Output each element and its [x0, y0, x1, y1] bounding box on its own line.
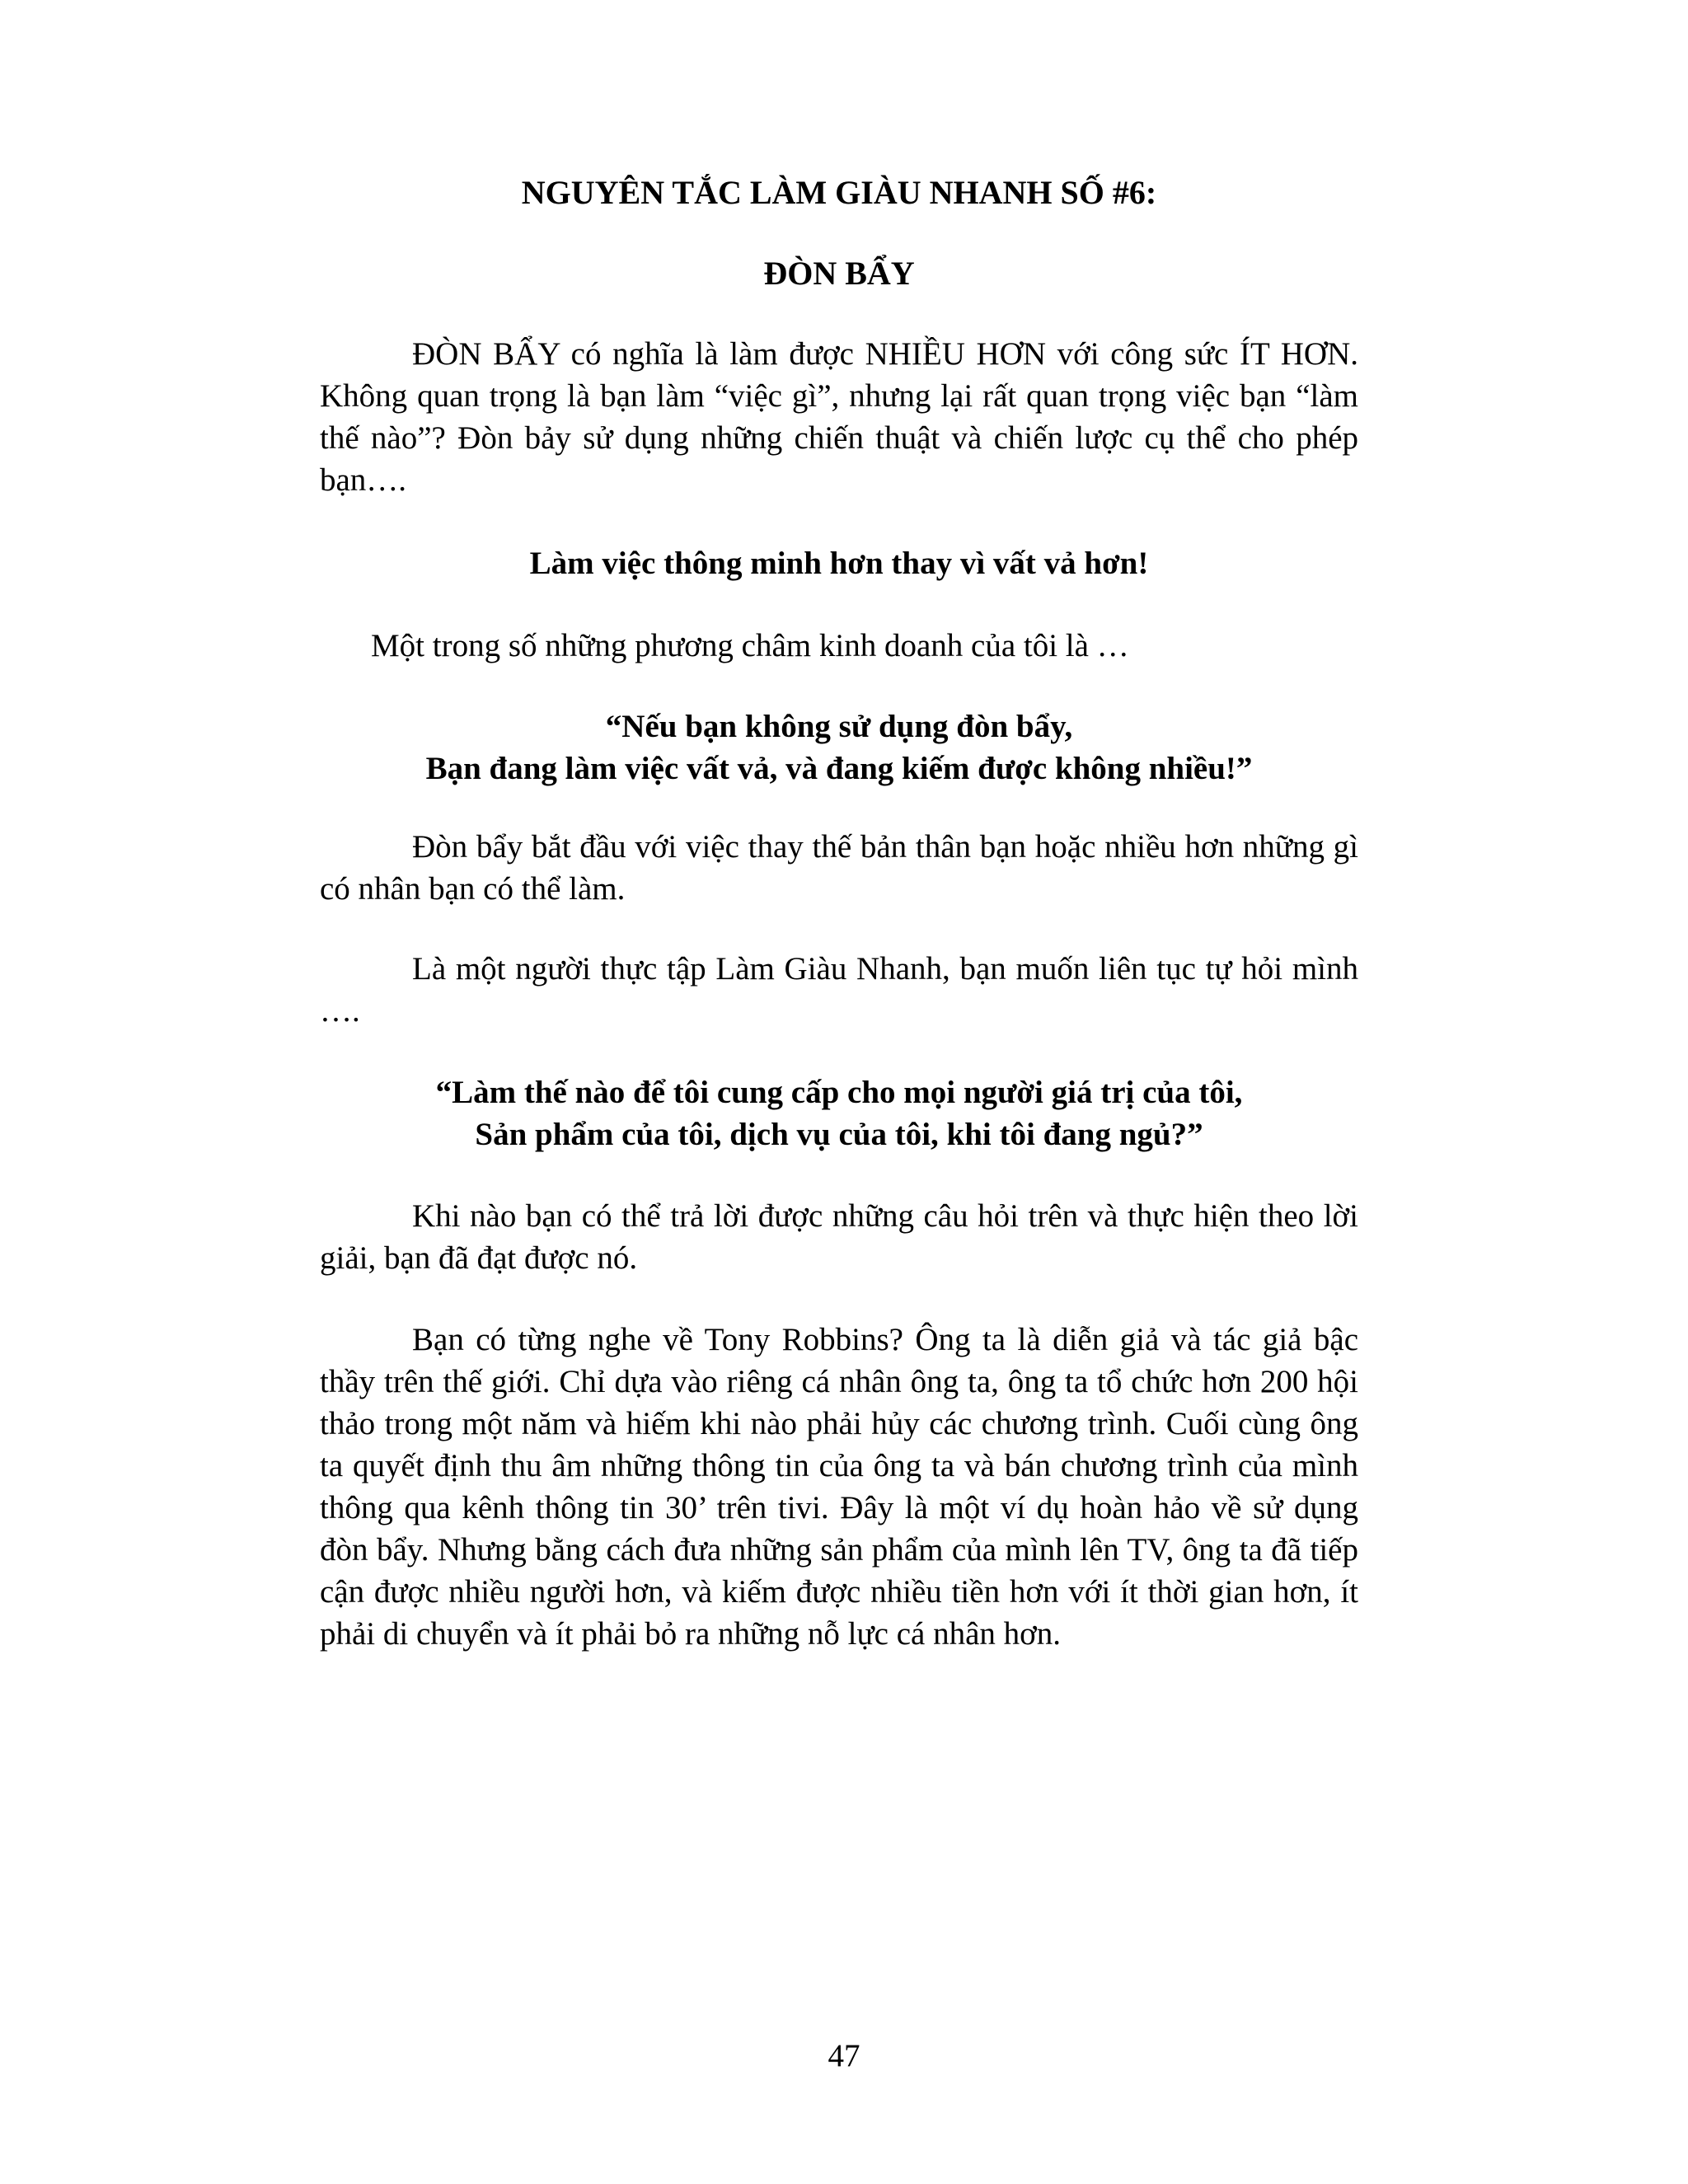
- paragraph-practitioner: Là một người thực tập Làm Giàu Nhanh, bạn muốn liên tục tự hỏi mình ….: [320, 951, 1358, 1029]
- paragraph-tony-robbins: Bạn có từng nghe về Tony Robbins? Ông ta là diễn giả và tác giả bậc thầy trên thế giới. Chỉ dựa vào riêng cá nhân ông ta, ông ta tổ chức hơn 200 hội thảo trong một năm và hiếm khi nào phải hủy các chương trình. Cuối cùng ông ta quyết định thu âm những thông tin của ông ta và bán chương trình của mình thông qua kênh thông tin 30’ trên tivi. Đây là một ví dụ hoàn hảo về sử dụng đòn bẩy. Nhưng bằng cách đưa những sản phẩm của mình lên TV, ông ta đã tiếp cận được nhiều người hơn, và kiếm được nhiều tiền hơn với ít thời gian hơn, ít phải di chuyển và ít phải bỏ ra những nỗ lực cá nhân hơn.: [320, 1322, 1358, 1652]
- paragraph-answer: Khi nào bạn có thể trả lời được những câu hỏi trên và thực hiện theo lời giải, bạn đã đạt được nó.: [320, 1198, 1358, 1276]
- motto-bold-line: Làm việc thông minh hơn thay vì vất vả hơn!: [529, 546, 1149, 581]
- section-subtitle: ĐÒN BẨY: [763, 255, 915, 292]
- quote-leverage-line-2: Bạn đang làm việc vất vả, và đang kiếm được không nhiều!”: [425, 751, 1253, 786]
- quote-leverage: [320, 705, 1358, 790]
- intro-paragraph: ĐÒN BẨY có nghĩa là làm được NHIỀU HƠN với công sức ÍT HƠN. Không quan trọng là bạn làm “việc gì”, nhưng lại rất quan trọng việc bạn “làm thế nào”? Đòn bảy sử dụng những chiến thuật và chiến lược cụ thể cho phép bạn….: [320, 336, 1358, 498]
- page-title: NGUYÊN TẮC LÀM GIÀU NHANH SỐ #6:: [521, 174, 1157, 211]
- quote-value: [320, 1071, 1358, 1155]
- page-number: 47: [828, 2038, 860, 2074]
- quote-value-line-1: “Làm thế nào để tôi cung cấp cho mọi người giá trị của tôi,: [435, 1075, 1243, 1110]
- paragraph-leverage-start: Đòn bẩy bắt đầu với việc thay thế bản thân bạn hoặc nhiều hơn những gì có nhân bạn có thể làm.: [320, 829, 1358, 907]
- quote-value-line-2: Sản phẩm của tôi, dịch vụ của tôi, khi tôi đang ngủ?”: [475, 1117, 1203, 1152]
- quote-leverage-line-1: “Nếu bạn không sử dụng đòn bẩy,: [605, 709, 1073, 744]
- motto-intro-line: Một trong số những phương châm kinh doanh của tôi là …: [371, 628, 1129, 663]
